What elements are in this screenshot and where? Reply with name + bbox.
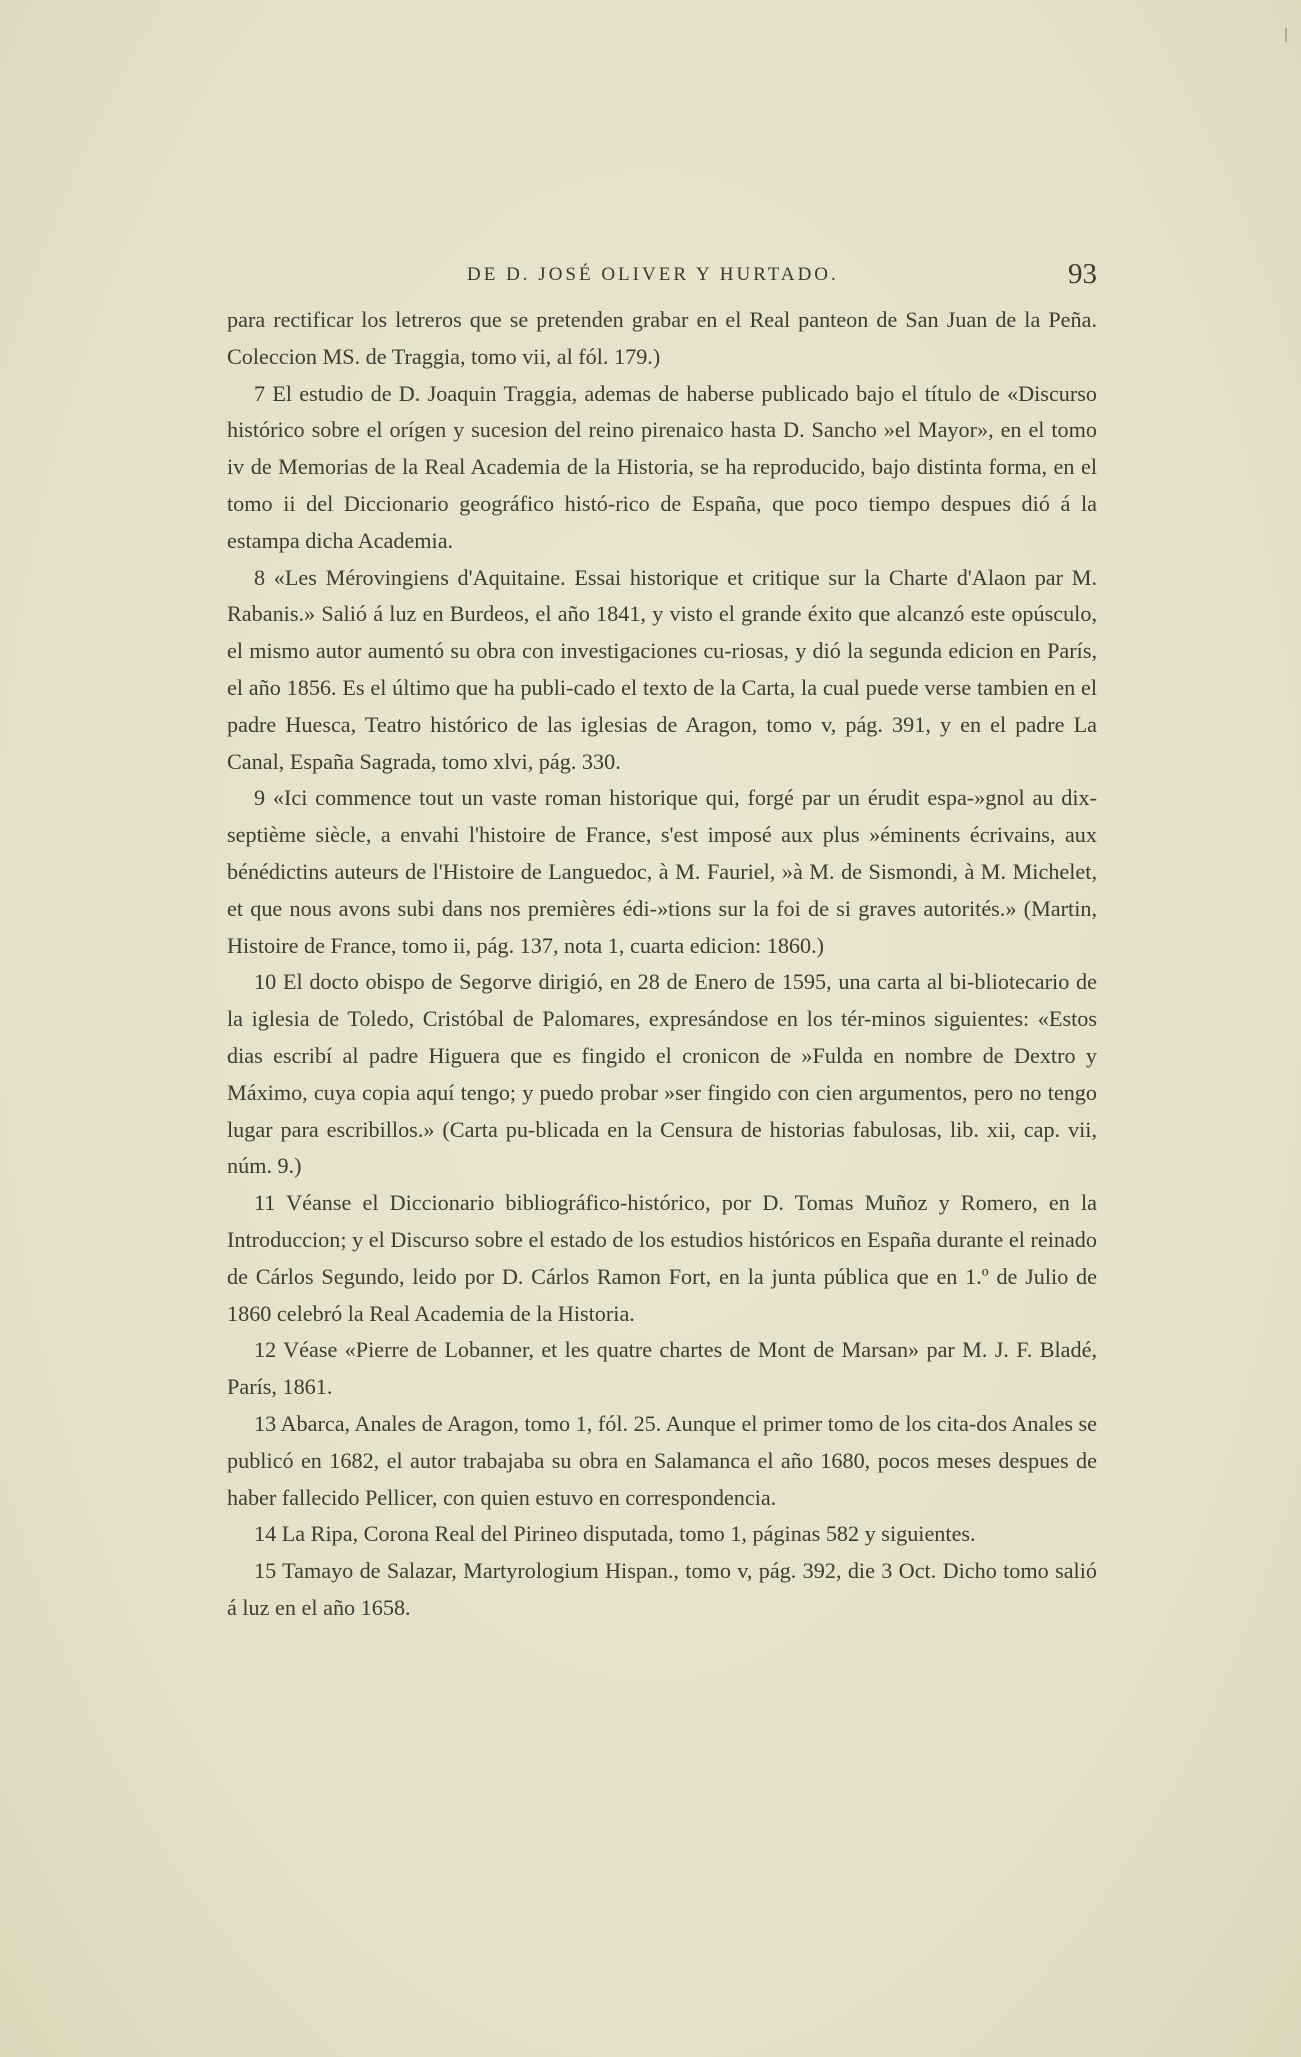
footnote: 11 Véanse el Diccionario bibliográfico-histórico, por D. Tomas Muñoz y Romero, en la Introduccion; y el Discurso sobre el estado de los estudios históricos en España durante el reinado de Cárlos Segundo, leido por D. Cárlos Ramon Fort, en la junta pública que en 1.º de Julio de 1860 celebró la Real Academia de la Historia. — [227, 1190, 1097, 1326]
footnote: 13 Abarca, Anales de Aragon, tomo 1, fól. 25. Aunque el primer tomo de los cita-dos Anales se publicó en 1682, el autor trabajaba su obra en Salamanca el año 1680, pocos meses despues de haber fallecido Pellicer, con quien estuvo en correspondencia. — [227, 1410, 1097, 1510]
footnote: 10 El docto obispo de Segorve dirigió, en 28 de Enero de 1595, una carta al bi-bliotecario de la iglesia de Toledo, Cristóbal de Palomares, expresándose en los tér-minos siguientes: «Estos dias escribí al padre Higuera que es fingido el cronicon de »Fulda en nombre de Dextro y Máximo, cuya copia aquí tengo; y puedo probar »ser fingido con cien argumentos, pero no tengo lugar para escribillos.» (Carta pu-blicada en la Censura de historias fabulosas, lib. xii, cap. vii, núm. 9.) — [227, 969, 1097, 1179]
running-title: DE D. JOSÉ OLIVER Y HURTADO. — [467, 264, 839, 285]
page-number: 93 — [1068, 258, 1097, 290]
footnote: 15 Tamayo de Salazar, Martyrologium Hispan., tomo v, pág. 392, die 3 Oct. Dicho tomo salió á luz en el año 1658. — [227, 1558, 1097, 1620]
footnote: 8 «Les Mérovingiens d'Aquitaine. Essai historique et critique sur la Charte d'Alaon par M. Rabanis.» Salió á luz en Burdeos, el año 1841, y visto el grande éxito que alcanzó este opúsculo, el mismo autor aumentó su obra con investigaciones cu-riosas, y dió la segunda edicion en París, el año 1856. Es el último que ha publi-cado el texto de la Carta, la cual puede verse tambien en el padre Huesca, Teatro histórico de las iglesias de Aragon, tomo v, pág. 391, y en el padre La Canal, España Sagrada, tomo xlvi, pág. 330. — [227, 564, 1097, 774]
page-header — [227, 258, 1097, 302]
footnote: 9 «Ici commence tout un vaste roman historique qui, forgé par un érudit espa-»gnol au dix-septième siècle, a envahi l'histoire de France, s'est imposé aux plus »éminents écrivains, aux bénédictins auteurs de l'Histoire de Languedoc, à M. Fauriel, »à M. de Sismondi, à M. Michelet, et que nous avons subi dans nos premières édi-»tions sur la foi de si graves autorités.» (Martin, Histoire de France, tomo ii, pág. 137, nota 1, cuarta edicion: 1860.) — [227, 785, 1097, 958]
footnote: 14 La Ripa, Corona Real del Pirineo disputada, tomo 1, páginas 582 y siguientes. — [254, 1521, 976, 1547]
footnote: 7 El estudio de D. Joaquin Traggia, ademas de haberse publicado bajo el título de «Discurso histórico sobre el orígen y sucesion del reino pirenaico hasta D. Sancho »el Mayor», en el tomo iv de Memorias de la Real Academia de la Historia, se ha reproducido, bajo distinta forma, en el tomo ii del Diccionario geográfico histó-rico de España, que poco tiempo despues dió á la estampa dicha Academia. — [227, 380, 1097, 553]
footnote: 12 Véase «Pierre de Lobanner, et les quatre chartes de Mont de Marsan» par M. J. F. Bladé, París, 1861. — [227, 1337, 1097, 1400]
paper-speck — [1285, 28, 1287, 42]
continued-text: para rectificar los letreros que se pretenden grabar en el Real panteon de San Juan de la Peña. Coleccion MS. de Traggia, tomo vii, al fól. 179.) — [227, 307, 1097, 369]
footnotes-text — [227, 302, 1097, 1627]
